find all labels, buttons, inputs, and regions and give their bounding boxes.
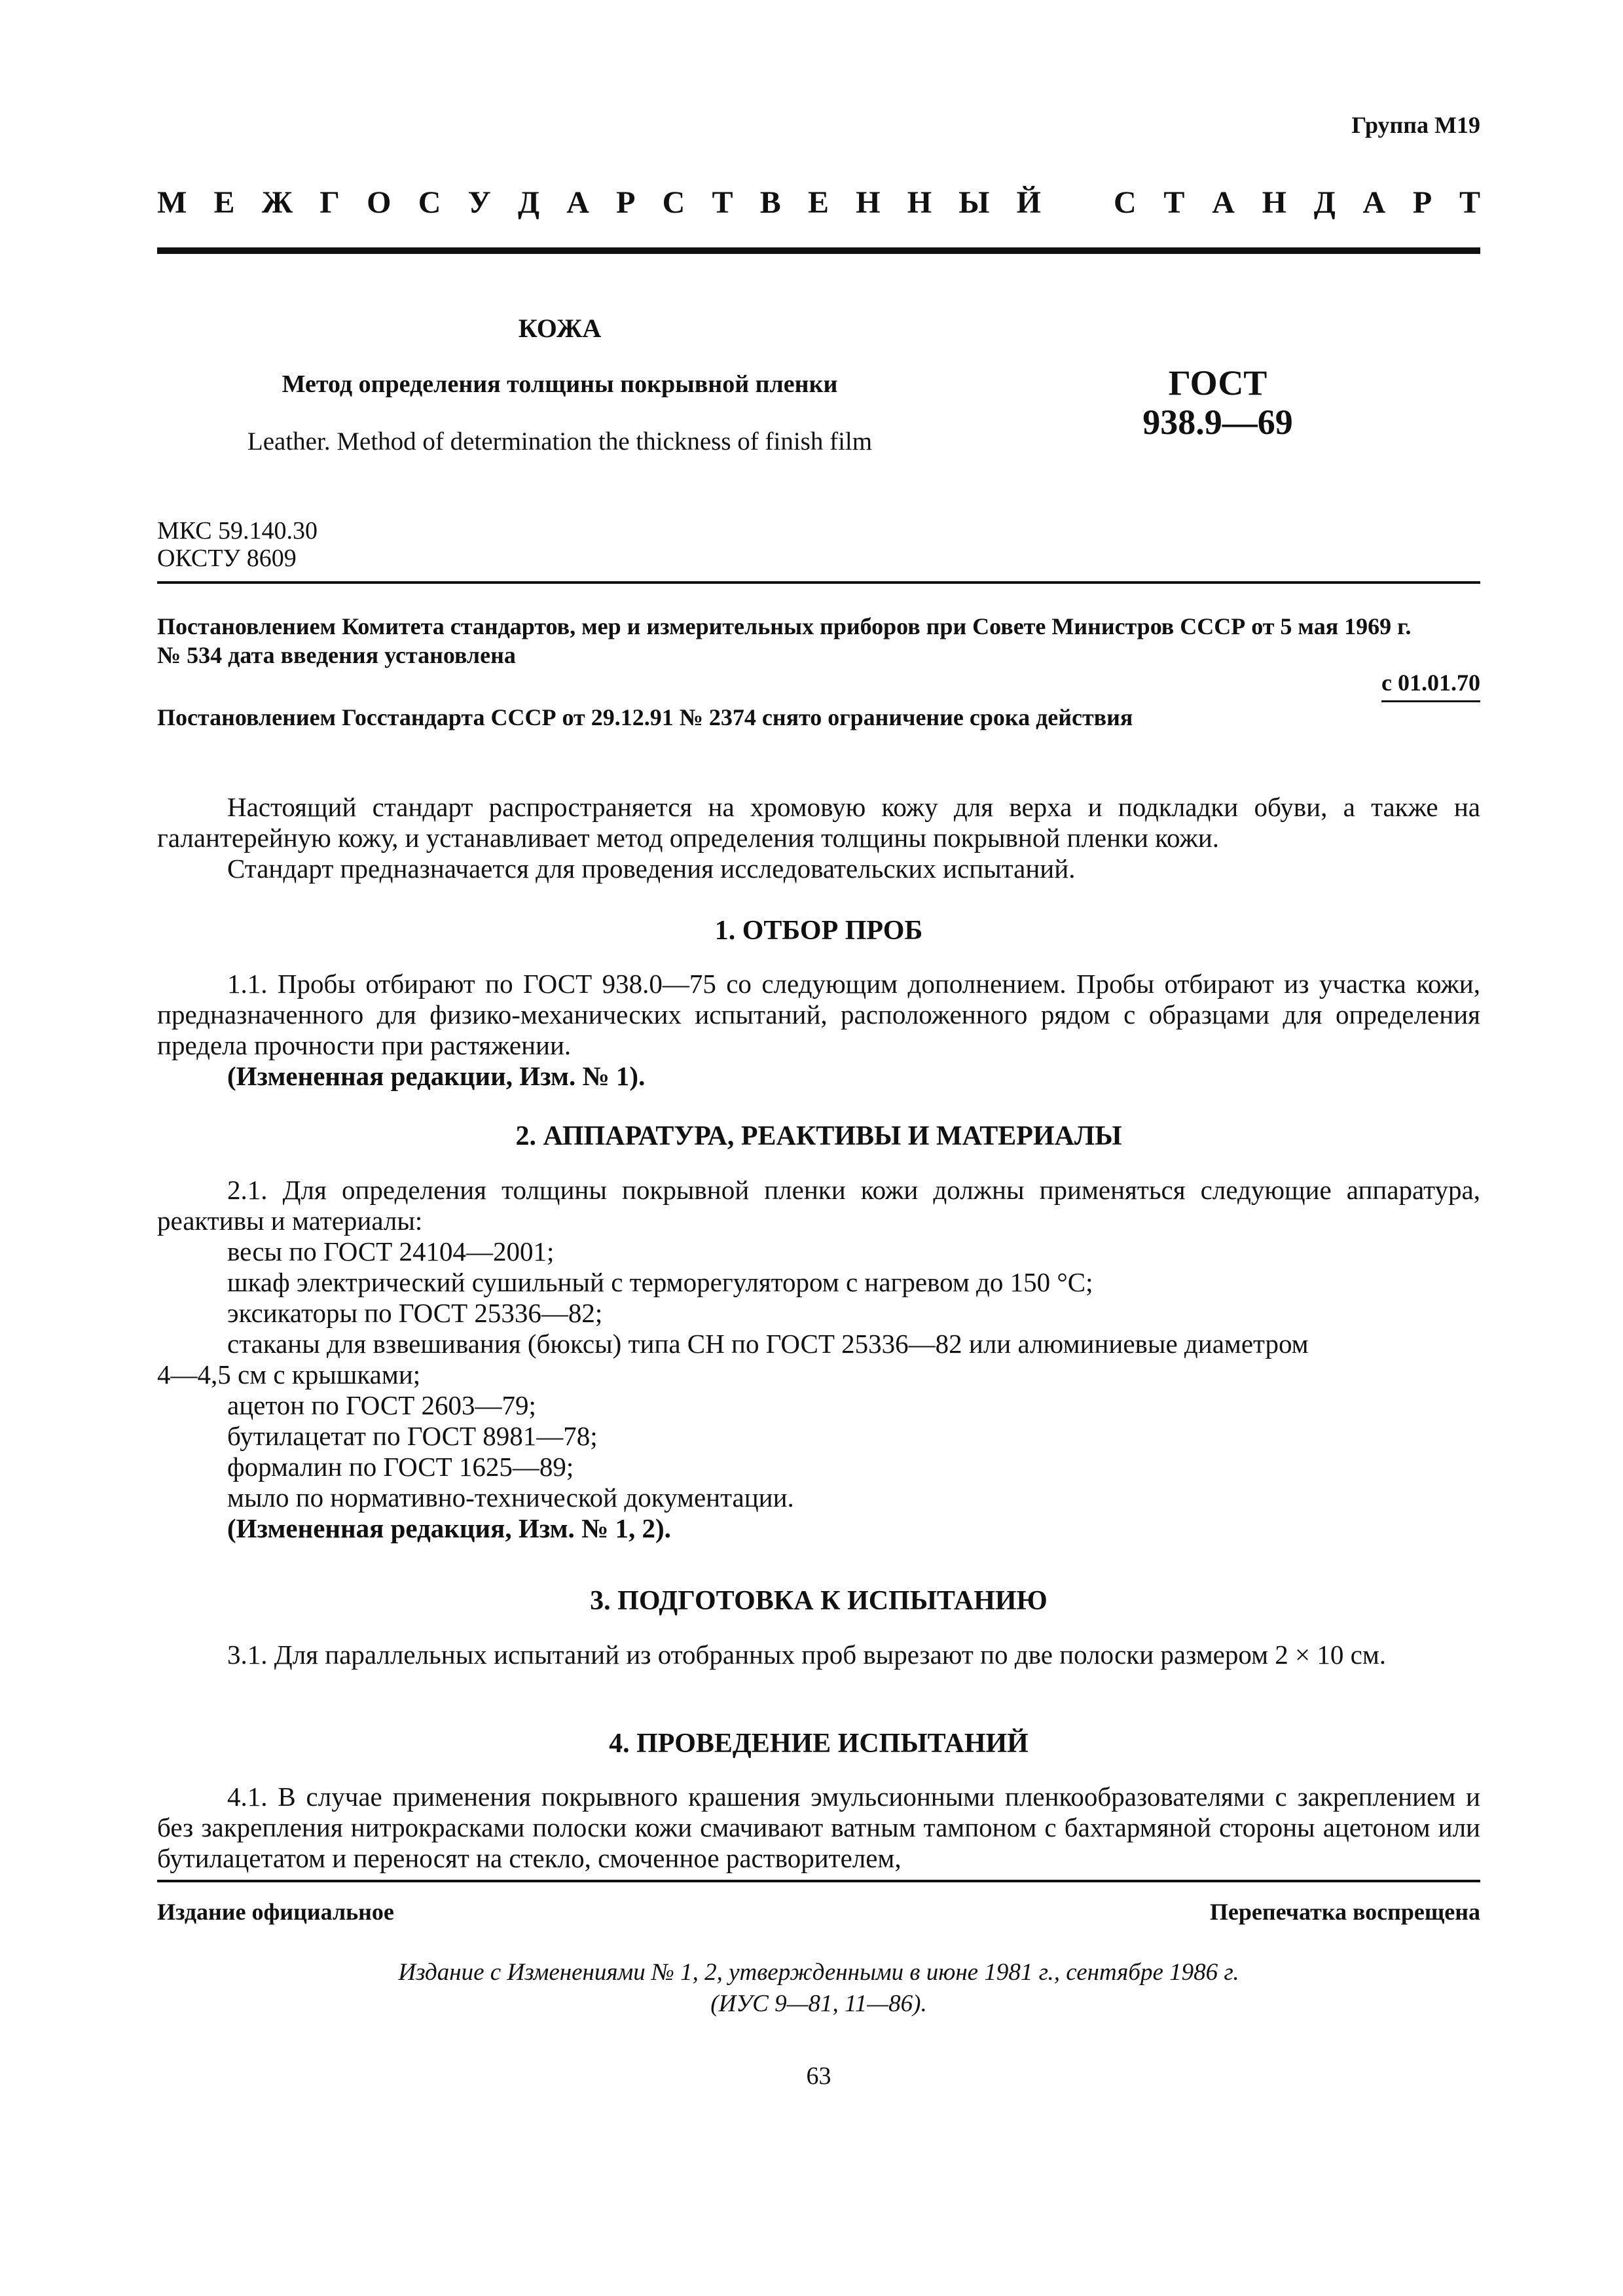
footer-rule xyxy=(157,1880,1480,1882)
section-2-body xyxy=(157,1175,1480,1544)
banner-letter: А xyxy=(1212,185,1235,220)
equipment-list-continuation: 4—4,5 см с крышками; xyxy=(157,1359,421,1390)
list-item: шкаф электрический сушильный с терморегулятором с нагревом до 150 °С; xyxy=(227,1267,1093,1297)
section-1-body xyxy=(157,969,1480,1092)
gost-label: ГОСТ xyxy=(1168,363,1267,403)
edition-note xyxy=(157,1957,1480,2020)
gost-number: 938.9—69 xyxy=(1142,403,1293,442)
banner-letter: С xyxy=(1114,185,1137,220)
banner-letter: Д xyxy=(1313,185,1336,220)
banner-letter: Е xyxy=(213,185,235,220)
banner-letter: У xyxy=(467,185,491,220)
banner-letter: Г xyxy=(319,185,340,220)
list-item: весы по ГОСТ 24104—2001; xyxy=(227,1236,555,1266)
list-item: формалин по ГОСТ 1625—89; xyxy=(227,1452,574,1482)
list-item: эксикаторы по ГОСТ 25336—82; xyxy=(227,1298,603,1328)
section-2-amendment: (Измененная редакция, Изм. № 1, 2). xyxy=(227,1513,671,1543)
equipment-list xyxy=(157,1236,1480,1359)
edition-note-line-1: Издание с Изменениями № 1, 2, утвержденными в июне 1981 г., сентябре 1986 г. xyxy=(398,1959,1239,1986)
banner-letter: Т xyxy=(712,185,733,220)
okstu-code: ОКСТУ 8609 xyxy=(157,545,297,572)
mks-code: МКС 59.140.30 xyxy=(157,517,318,545)
section-2-heading: 2. АППАРАТУРА, РЕАКТИВЫ И МАТЕРИАЛЫ xyxy=(515,1121,1122,1151)
intro-text xyxy=(157,792,1480,884)
list-item: мыло по нормативно-технической документации. xyxy=(227,1482,794,1513)
reagents-list xyxy=(157,1390,1480,1513)
intro-paragraph-1: Настоящий стандарт распространяется на хромовую кожу для верха и подкладки обуви, а также на галантерейную кожу, и устанавливает метод определения толщины покрывной пленки кожи. xyxy=(157,792,1480,853)
banner-letter: С xyxy=(662,185,685,220)
decree-block xyxy=(157,612,1480,670)
page-number: 63 xyxy=(806,2062,831,2090)
group-code: Группа М19 xyxy=(1351,112,1480,138)
banner-letter: Н xyxy=(1262,185,1286,220)
banner-letter: Ы xyxy=(958,185,990,220)
english-title: Leather. Method of determination the thickness of finish film xyxy=(247,427,873,456)
introduction-date: с 01.01.70 xyxy=(1381,669,1480,702)
decree-line-2: № 534 дата введения установлена xyxy=(157,642,516,668)
banner-letter: О xyxy=(367,185,392,220)
banner-letter: Й xyxy=(1016,185,1041,220)
codes-rule xyxy=(157,581,1480,584)
banner-letter: Р xyxy=(1412,185,1432,220)
section-3-body xyxy=(157,1640,1480,1670)
section-4-body xyxy=(157,1782,1480,1874)
section-1-paragraph: 1.1. Пробы отбирают по ГОСТ 938.0—75 со следующим дополнением. Пробы отбирают из участка кожи, предназначенного для физико-механических испытаний, расположенного рядом с образцами для определения предела прочности при растяжении. xyxy=(157,969,1480,1060)
banner-word-interstate xyxy=(157,185,1041,221)
document-subtitle: Метод определения толщины покрывной пленки xyxy=(282,370,838,398)
banner-word-standard xyxy=(1114,185,1480,221)
section-4-paragraph: 4.1. В случае применения покрывного крашения эмульсионными пленкообразователями с закреплением и без закрепления нитрокрасками полоски кожи смачивают ватным тампоном с бахтармяной стороны ацетоном или бутилацетатом и переносят на стекло, смоченное растворителем, xyxy=(157,1782,1480,1873)
banner-letter: Т xyxy=(1163,185,1185,220)
decree-line-3: Постановлением Госстандарта СССР от 29.12.91 № 2374 снято ограничение срока действия xyxy=(157,704,1133,730)
banner-letter: С xyxy=(418,185,441,220)
banner-letter: Н xyxy=(907,185,932,220)
banner-letter: Р xyxy=(616,185,636,220)
edition-note-line-2: (ИУС 9—81, 11—86). xyxy=(710,1990,927,2017)
banner-letter: Е xyxy=(807,185,829,220)
banner-letter: М xyxy=(157,185,187,220)
section-2-paragraph: 2.1. Для определения толщины покрывной пленки кожи должны применяться следующие аппаратура, реактивы и материалы: xyxy=(157,1175,1480,1236)
list-item: стаканы для взвешивания (бюксы) типа СН по ГОСТ 25336—82 или алюминиевые диаметром xyxy=(227,1329,1309,1359)
list-item: ацетон по ГОСТ 2603—79; xyxy=(227,1390,536,1420)
list-item: бутилацетат по ГОСТ 8981—78; xyxy=(227,1421,598,1451)
classification-codes xyxy=(157,517,318,572)
section-1-heading: 1. ОТБОР ПРОБ xyxy=(714,916,923,946)
banner-letter: А xyxy=(1362,185,1386,220)
intro-paragraph-2: Стандарт предназначается для проведения исследовательских испытаний. xyxy=(227,853,1076,884)
gost-designation xyxy=(1054,363,1381,442)
banner-letter: Д xyxy=(518,185,540,220)
banner-letter: В xyxy=(759,185,781,220)
interstate-standard-banner xyxy=(157,185,1480,221)
banner-letter: А xyxy=(566,185,589,220)
section-3-paragraph: 3.1. Для параллельных испытаний из отобранных проб вырезают по две полоски размером 2 × 10 см. xyxy=(227,1640,1387,1670)
document-title: КОЖА xyxy=(518,314,602,343)
section-4-heading: 4. ПРОВЕДЕНИЕ ИСПЫТАНИЙ xyxy=(609,1729,1029,1759)
banner-letter: Н xyxy=(856,185,881,220)
reprint-prohibited-label: Перепечатка воспрещена xyxy=(1209,1899,1480,1925)
official-edition-label: Издание официальное xyxy=(157,1899,394,1925)
section-3-heading: 3. ПОДГОТОВКА К ИСПЫТАНИЮ xyxy=(590,1586,1048,1616)
banner-letter: Т xyxy=(1459,185,1480,220)
header-rule xyxy=(157,247,1480,254)
decree-line-1: Постановлением Комитета стандартов, мер и измерительных приборов при Совете Министров СССР от 5 мая 1969 г. xyxy=(157,613,1412,639)
section-1-amendment: (Измененная редакции, Изм. № 1). xyxy=(227,1061,646,1091)
banner-letter: Ж xyxy=(261,185,293,220)
